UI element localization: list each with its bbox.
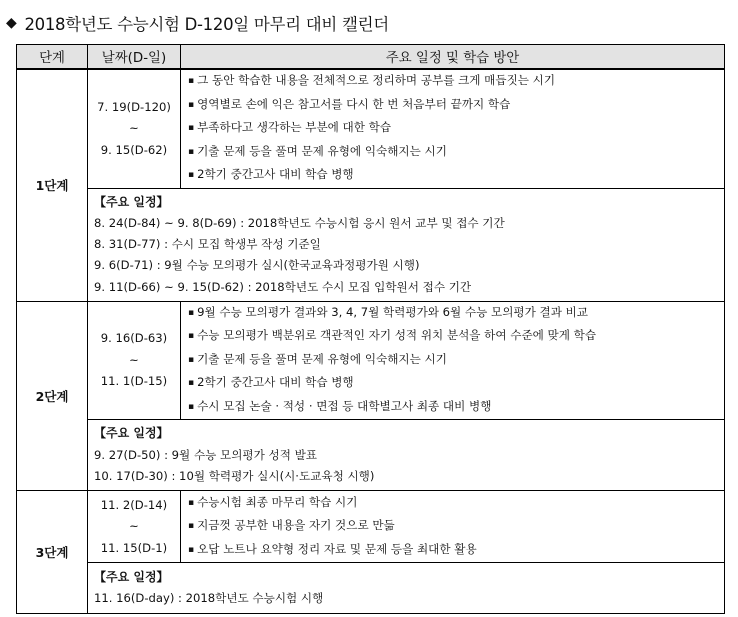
schedule-item: 8. 24(D-84) ~ 9. 8(D-69) : 2018학년도 수능시험 응시 원서 교부 및 접수 기간 [94,215,505,230]
stage2-plan-row [17,301,725,420]
header-date: 날짜(D-일) [88,45,181,70]
stage3-date-end: 11. 15(D-1) [100,540,168,555]
plan-item: ▪ 수능 모의평가 백분위로 객관적인 자기 성적 위치 분석을 하여 수준에 맞게 학습 [188,325,724,349]
diamond-bullet-icon: ◆ [6,15,17,31]
stage3-date-tilde: ~ [129,519,139,534]
stage3-label: 3단계 [17,491,88,614]
stage3-date-range [88,491,181,563]
schedule-item: 11. 16(D-day) : 2018학년도 수능시험 시행 [94,591,324,606]
schedule-item: 9. 6(D-71) : 9월 수능 모의평가 실시(한국교육과정평가원 시행) [94,258,420,273]
plan-item: ▪ 수능시험 최종 마무리 학습 시기 [188,492,724,516]
stage2-date-end: 11. 1(D-15) [100,374,168,389]
stage2-schedule-row [17,420,725,491]
schedule-item: 10. 17(D-30) : 10월 학력평가 실시(시·도교육청 시행) [94,469,375,484]
plan-item: ▪ 부족하다고 생각하는 부분에 대한 학습 [188,117,724,141]
plan-item: ▪ 기출 문제 등을 풀며 문제 유형에 익숙해지는 시기 [188,141,724,165]
header-plan: 주요 일정 및 학습 방안 [181,45,725,70]
plan-item: ▪ 9월 수능 모의평가 결과와 3, 4, 7월 학력평가와 6월 수능 모의평가 결과 비교 [188,302,724,326]
plan-item: ▪ 기출 문제 등을 풀며 문제 유형에 익숙해지는 시기 [188,349,724,373]
plan-item: ▪ 2학기 중간고사 대비 학습 병행 [188,372,724,396]
plan-item: ▪ 지금껏 공부한 내용을 자기 것으로 만듦 [188,515,724,539]
stage3-plans [181,491,725,563]
stage1-date-start: 7. 19(D-120) [97,99,171,114]
stage1-schedule [88,188,725,301]
stage1-schedule-row [17,188,725,301]
stage3-date-start: 11. 2(D-14) [100,497,168,512]
stage2-plans [181,301,725,420]
plan-item: ▪ 오답 노트나 요약형 정리 자료 및 문제 등을 최대한 활용 [188,539,724,563]
plan-item: ▪ 수시 모집 논술 · 적성 · 면접 등 대학별고사 최종 대비 병행 [188,396,724,420]
stage2-date-range [88,301,181,420]
schedule-heading: 【주요 일정】 [94,426,169,441]
schedule-item: 9. 27(D-50) : 9월 수능 모의평가 성적 발표 [94,447,317,462]
stage3-plan-row [17,491,725,563]
header-row [17,45,725,70]
stage2-date-start: 9. 16(D-63) [100,331,168,346]
stage1-date-range [88,69,181,188]
stage1-plan-row [17,69,725,188]
stage3-schedule [88,563,725,614]
stage1-plans [181,69,725,188]
schedule-heading: 【주요 일정】 [94,194,169,209]
schedule-item: 8. 31(D-77) : 수시 모집 학생부 작성 기준일 [94,237,321,252]
stage1-label: 1단계 [17,69,88,301]
calendar-table [16,44,725,614]
title-text: 2018학년도 수능시험 D-120일 마무리 대비 캘린더 [24,15,389,34]
stage1-date-tilde: ~ [129,121,139,135]
plan-item: ▪ 영역별로 손에 익은 참고서를 다시 한 번 처음부터 끝까지 학습 [188,94,724,118]
schedule-item: 9. 11(D-66) ~ 9. 15(D-62) : 2018학년도 수시 모집 입학원서 접수 기간 [94,279,472,294]
page-title [6,9,389,37]
plan-item: ▪ 그 동안 학습한 내용을 전체적으로 정리하며 공부를 크게 매듭짓는 시기 [188,70,724,94]
stage3-schedule-row [17,563,725,614]
stage2-label: 2단계 [17,301,88,490]
stage1-date-end: 9. 15(D-62) [100,142,168,157]
stage2-date-tilde: ~ [129,352,139,367]
header-stage: 단계 [17,45,88,70]
stage2-schedule [88,420,725,491]
schedule-heading: 【주요 일정】 [94,570,169,585]
plan-item: ▪ 2학기 중간고사 대비 학습 병행 [188,164,724,188]
